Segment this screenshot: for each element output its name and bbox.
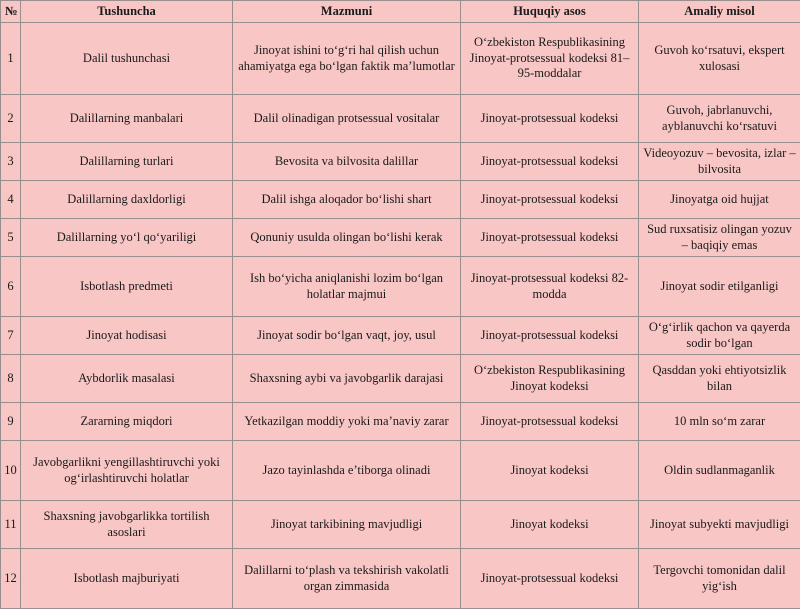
cell-practical-example: Jinoyatga oid hujjat: [639, 181, 800, 219]
cell-legal-basis: Jinoyat-protsessual kodeksi: [461, 317, 639, 355]
cell-number: 1: [1, 23, 21, 95]
cell-content: Ish bo‘yicha aniqlanishi lozim bo‘lgan holatlar majmui: [233, 257, 461, 317]
cell-content: Qonuniy usulda olingan bo‘lishi kerak: [233, 219, 461, 257]
cell-concept: Dalillarning daxldorligi: [21, 181, 233, 219]
cell-practical-example: Tergovchi tomonidan dalil yig‘ish: [639, 549, 800, 609]
header-legal-basis: Huquqiy asos: [461, 1, 639, 23]
table-row: [1, 181, 800, 219]
cell-legal-basis: Jinoyat-protsessual kodeksi: [461, 549, 639, 609]
cell-concept: Dalillarning manbalari: [21, 95, 233, 143]
cell-practical-example: 10 mln so‘m zarar: [639, 403, 800, 441]
cell-number: 10: [1, 441, 21, 501]
cell-practical-example: Oldin sudlanmaganlik: [639, 441, 800, 501]
cell-content: Shaxsning aybi va javobgarlik darajasi: [233, 355, 461, 403]
cell-number: 8: [1, 355, 21, 403]
cell-legal-basis: O‘zbekiston Respublikasining Jinoyat-protsessual kodeksi 81–95-moddalar: [461, 23, 639, 95]
table-row: [1, 317, 800, 355]
cell-content: Yetkazilgan moddiy yoki ma’naviy zarar: [233, 403, 461, 441]
table-row: [1, 219, 800, 257]
cell-concept: Jinoyat hodisasi: [21, 317, 233, 355]
cell-concept: Dalillarning yo‘l qo‘yariligi: [21, 219, 233, 257]
header-practical-example: Amaliy misol: [639, 1, 800, 23]
cell-number: 2: [1, 95, 21, 143]
cell-number: 9: [1, 403, 21, 441]
cell-practical-example: Guvoh ko‘rsatuvi, ekspert xulosasi: [639, 23, 800, 95]
header-content: Mazmuni: [233, 1, 461, 23]
table-row: [1, 355, 800, 403]
cell-content: Jinoyat ishini to‘g‘ri hal qilish uchun ahamiyatga ega bo‘lgan faktik ma’lumotlar: [233, 23, 461, 95]
cell-concept: Javobgarlikni yengillashtiruvchi yoki og‘irlashtiruvchi holatlar: [21, 441, 233, 501]
cell-content: Dalillarni to‘plash va tekshirish vakolatli organ zimmasida: [233, 549, 461, 609]
cell-concept: Isbotlash majburiyati: [21, 549, 233, 609]
cell-concept: Isbotlash predmeti: [21, 257, 233, 317]
cell-practical-example: Videoyozuv – bevosita, izlar – bilvosita: [639, 143, 800, 181]
cell-content: Jinoyat tarkibining mavjudligi: [233, 501, 461, 549]
cell-practical-example: Sud ruxsatisiz olingan yozuv – baqiqiy emas: [639, 219, 800, 257]
table-row: [1, 257, 800, 317]
table-row: [1, 23, 800, 95]
cell-number: 7: [1, 317, 21, 355]
cell-legal-basis: Jinoyat kodeksi: [461, 501, 639, 549]
cell-legal-basis: O‘zbekiston Respublikasining Jinoyat kodeksi: [461, 355, 639, 403]
cell-practical-example: Qasddan yoki ehtiyotsizlik bilan: [639, 355, 800, 403]
cell-number: 3: [1, 143, 21, 181]
table-row: [1, 403, 800, 441]
cell-concept: Aybdorlik masalasi: [21, 355, 233, 403]
cell-legal-basis: Jinoyat-protsessual kodeksi: [461, 219, 639, 257]
table-row: [1, 501, 800, 549]
cell-concept: Dalil tushunchasi: [21, 23, 233, 95]
cell-legal-basis: Jinoyat kodeksi: [461, 441, 639, 501]
cell-content: Jinoyat sodir bo‘lgan vaqt, joy, usul: [233, 317, 461, 355]
cell-number: 11: [1, 501, 21, 549]
header-concept: Tushuncha: [21, 1, 233, 23]
cell-practical-example: O‘g‘irlik qachon va qayerda sodir bo‘lgan: [639, 317, 800, 355]
cell-concept: Zararning miqdori: [21, 403, 233, 441]
table-row: [1, 95, 800, 143]
cell-content: Dalil ishga aloqador bo‘lishi shart: [233, 181, 461, 219]
cell-content: Bevosita va bilvosita dalillar: [233, 143, 461, 181]
cell-legal-basis: Jinoyat-protsessual kodeksi: [461, 403, 639, 441]
cell-number: 5: [1, 219, 21, 257]
cell-number: 12: [1, 549, 21, 609]
cell-practical-example: Jinoyat subyekti mavjudligi: [639, 501, 800, 549]
cell-concept: Shaxsning javobgarlikka tortilish asoslari: [21, 501, 233, 549]
table-row: [1, 143, 800, 181]
header-number: №: [1, 1, 21, 23]
cell-number: 4: [1, 181, 21, 219]
cell-number: 6: [1, 257, 21, 317]
cell-legal-basis: Jinoyat-protsessual kodeksi: [461, 143, 639, 181]
cell-practical-example: Guvoh, jabrlanuvchi, ayblanuvchi ko‘rsatuvi: [639, 95, 800, 143]
cell-concept: Dalillarning turlari: [21, 143, 233, 181]
cell-content: Dalil olinadigan protsessual vositalar: [233, 95, 461, 143]
cell-practical-example: Jinoyat sodir etilganligi: [639, 257, 800, 317]
cell-legal-basis: Jinoyat-protsessual kodeksi: [461, 181, 639, 219]
cell-legal-basis: Jinoyat-protsessual kodeksi 82-modda: [461, 257, 639, 317]
cell-content: Jazo tayinlashda e’tiborga olinadi: [233, 441, 461, 501]
table-header-row: [1, 1, 800, 23]
cell-legal-basis: Jinoyat-protsessual kodeksi: [461, 95, 639, 143]
table-row: [1, 441, 800, 501]
